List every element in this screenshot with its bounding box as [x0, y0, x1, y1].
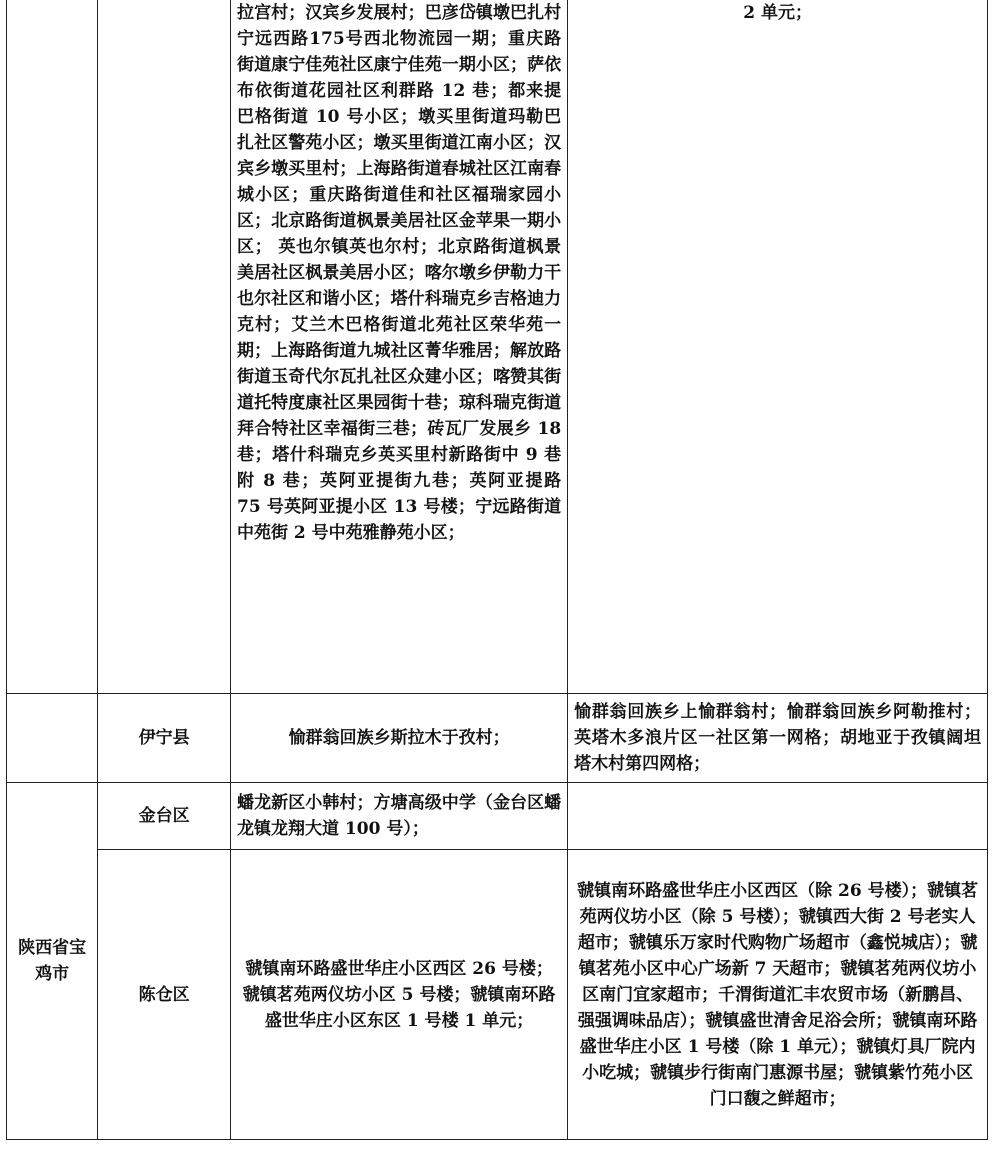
- table-row: [7, 850, 988, 1140]
- county-cell: 伊宁县: [98, 694, 231, 783]
- mid-risk-cell: 虢镇南环路盛世华庄小区西区（除 26 号楼）；虢镇茗苑两仪坊小区（除 5 号楼）；虢镇西大街 2 号老实人超市；虢镇乐万家时代购物广场超市（鑫悦城店）；虢镇茗苑小区中心广场新 7 天超市；虢镇茗苑两仪坊小区南门宜家超市；千渭街道汇丰农贸市场（新鹏昌、强强调味品店）；虢镇盛世清舍足浴会所；虢镇南环路盛世华庄小区 1 号楼（除 1 单元）；虢镇灯具厂院内小吃城；虢镇步行街南门惠源书屋；虢镇紫竹苑小区门口馥之鲜超市；: [568, 850, 988, 1140]
- mid-risk-cell: 愉群翁回族乡上愉群翁村；愉群翁回族乡阿勒推村；英塔木多浪片区一社区第一网格；胡地亚于孜镇阔坦塔木村第四网格；: [568, 694, 988, 783]
- mid-risk-cell: [568, 783, 988, 850]
- county-cell: 金台区: [98, 783, 231, 850]
- table-row: [7, 783, 988, 850]
- high-risk-cell: 蟠龙新区小韩村；方塘高级中学（金台区蟠龙镇龙翔大道 100 号）；: [231, 783, 568, 850]
- high-risk-cell: 愉群翁回族乡斯拉木于孜村；: [231, 694, 568, 783]
- table-row: [7, 0, 988, 694]
- county-cell: 陈仓区: [98, 850, 231, 1140]
- province-cell: [7, 694, 98, 783]
- county-cell: [98, 0, 231, 694]
- high-risk-cell: 拉宫村；汉宾乡发展村；巴彦岱镇墩巴扎村宁远西路175号西北物流园一期；重庆路街道康宁佳苑社区康宁佳苑一期小区；萨依布依街道花园社区利群路 12 巷；都来提巴格街道 10 号小区；墩买里街道玛勒巴扎社区警苑小区；墩买里街道江南小区；汉宾乡墩买里村；上海路街道春城社区江南春城小区；重庆路街道佳和社区福瑞家园小区；北京路街道枫景美居社区金苹果一期小区； 英也尔镇英也尔村；北京路街道枫景美居社区枫景美居小区；喀尔墩乡伊勒力干也尔社区和谐小区；塔什科瑞克乡吉格迪力克村；艾兰木巴格街道北苑社区荣华苑一期；上海路街道九城社区菁华雅居；解放路街道玉奇代尔瓦扎社区众建小区；喀赞其街道托特度康社区果园街十巷；琼科瑞克街道拜合特社区幸福街三巷；砖瓦厂发展乡 18 巷；塔什科瑞克乡英买里村新路街中 9 巷附 8 巷；英阿亚提街九巷；英阿亚提路 75 号英阿亚提小区 13 号楼；宁远路街道中苑街 2 号中苑雅静苑小区；: [231, 0, 568, 694]
- mid-risk-cell: 2 单元；: [568, 0, 988, 694]
- table-row: [7, 694, 988, 783]
- risk-area-table: [6, 0, 988, 1140]
- province-cell: 陕西省宝鸡市: [7, 783, 98, 1140]
- high-risk-cell: 虢镇南环路盛世华庄小区西区 26 号楼；虢镇茗苑两仪坊小区 5 号楼；虢镇南环路盛世华庄小区东区 1 号楼 1 单元；: [231, 850, 568, 1140]
- province-cell: [7, 0, 98, 694]
